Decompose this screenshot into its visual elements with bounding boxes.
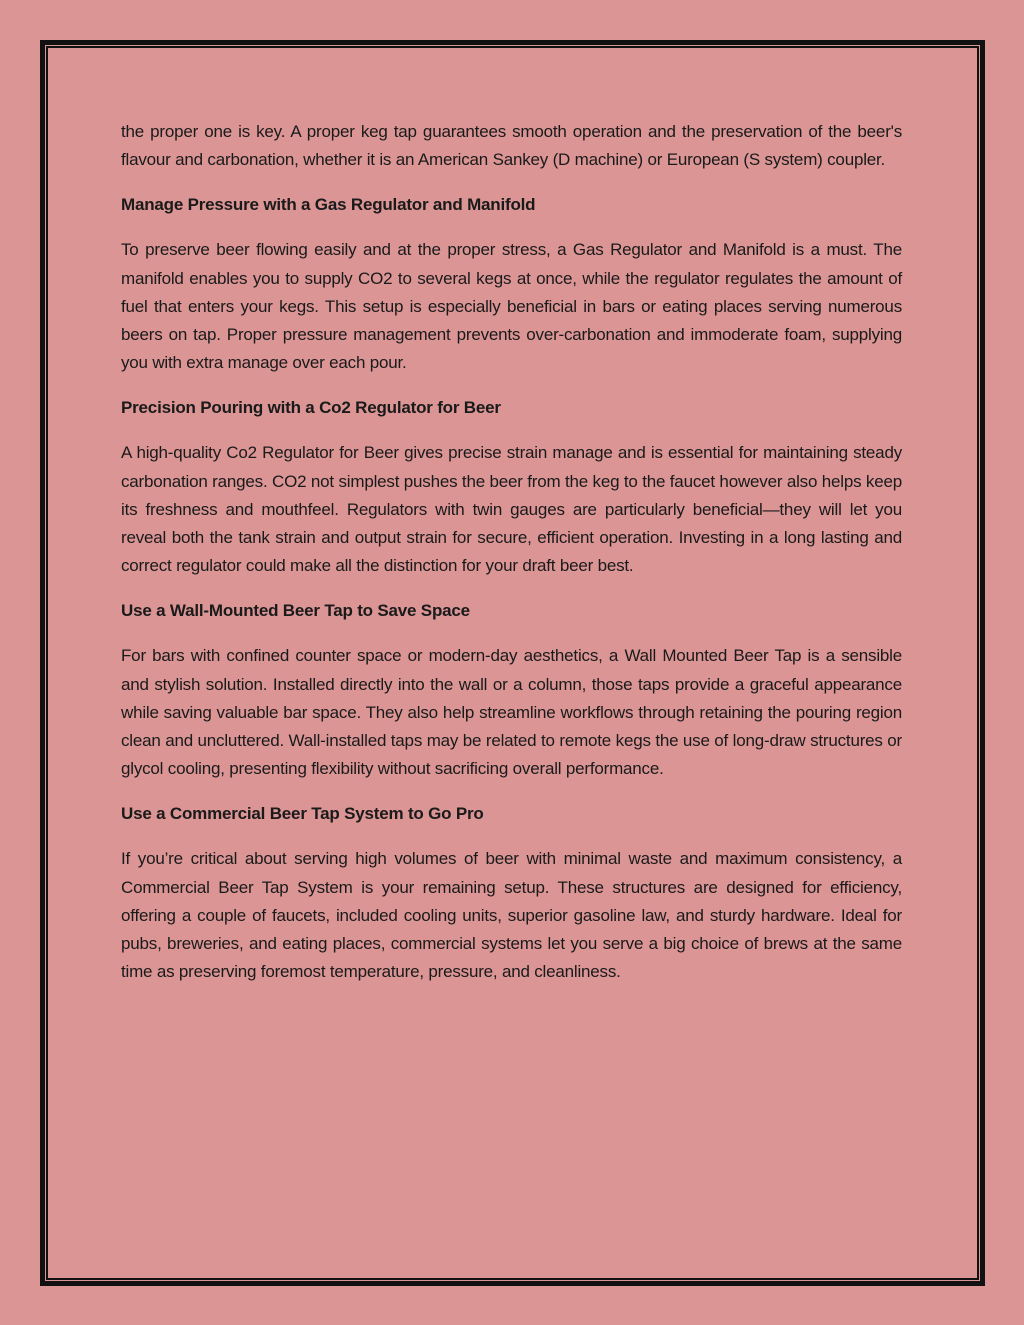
heading-gas-regulator-manifold: Manage Pressure with a Gas Regulator and Manifold bbox=[121, 195, 536, 215]
document-body bbox=[121, 118, 902, 1003]
paragraph-wall-mounted-tap: For bars with confined counter space or modern-day aesthetics, a Wall Mounted Beer Tap is a sensible and stylish solution. Installed directly into the wall or a column, those taps provide a graceful appearance while saving valuable bar space. They also help streamline workflows through retaining the pouring region clean and uncluttered. Wall-installed taps may be related to remote kegs the use of long-draw structures or glycol cooling, presenting flexibility without sacrificing overall performance. bbox=[121, 646, 902, 779]
paragraph-keg-tap-intro: the proper one is key. A proper keg tap guarantees smooth operation and the preservation of the beer's flavour and carbonation, whether it is an American Sankey (D machine) or European (S system) coupler. bbox=[121, 122, 902, 170]
heading-commercial-tap-system: Use a Commercial Beer Tap System to Go Pro bbox=[121, 804, 484, 824]
paragraph-commercial-tap-system: If you’re critical about serving high volumes of beer with minimal waste and maximum consistency, a Commercial Beer Tap System is your remaining setup. These structures are designed for efficiency, offering a couple of faucets, included cooling units, superior gasoline law, and sturdy hardware. Ideal for pubs, breweries, and eating places, commercial systems let you serve a big choice of brews at the same time as preserving foremost temperature, pressure, and cleanliness. bbox=[121, 849, 902, 982]
paragraph-gas-regulator-manifold: To preserve beer flowing easily and at the proper stress, a Gas Regulator and Manifold is a must. The manifold enables you to supply CO2 to several kegs at once, while the regulator regulates the amount of fuel that enters your kegs. This setup is especially beneficial in bars or eating places serving numerous beers on tap. Proper pressure management prevents over-carbonation and immoderate foam, supplying you with extra manage over each pour. bbox=[121, 240, 902, 373]
heading-wall-mounted-tap: Use a Wall-Mounted Beer Tap to Save Space bbox=[121, 601, 470, 621]
heading-co2-regulator: Precision Pouring with a Co2 Regulator for Beer bbox=[121, 398, 501, 418]
paragraph-co2-regulator: A high-quality Co2 Regulator for Beer gives precise strain manage and is essential for maintaining steady carbonation ranges. CO2 not simplest pushes the beer from the keg to the faucet however also helps keep its freshness and mouthfeel. Regulators with twin gauges are particularly beneficial—they will let you reveal both the tank strain and output strain for secure, efficient operation. Investing in a long lasting and correct regulator could make all the distinction for your draft beer best. bbox=[121, 443, 902, 576]
